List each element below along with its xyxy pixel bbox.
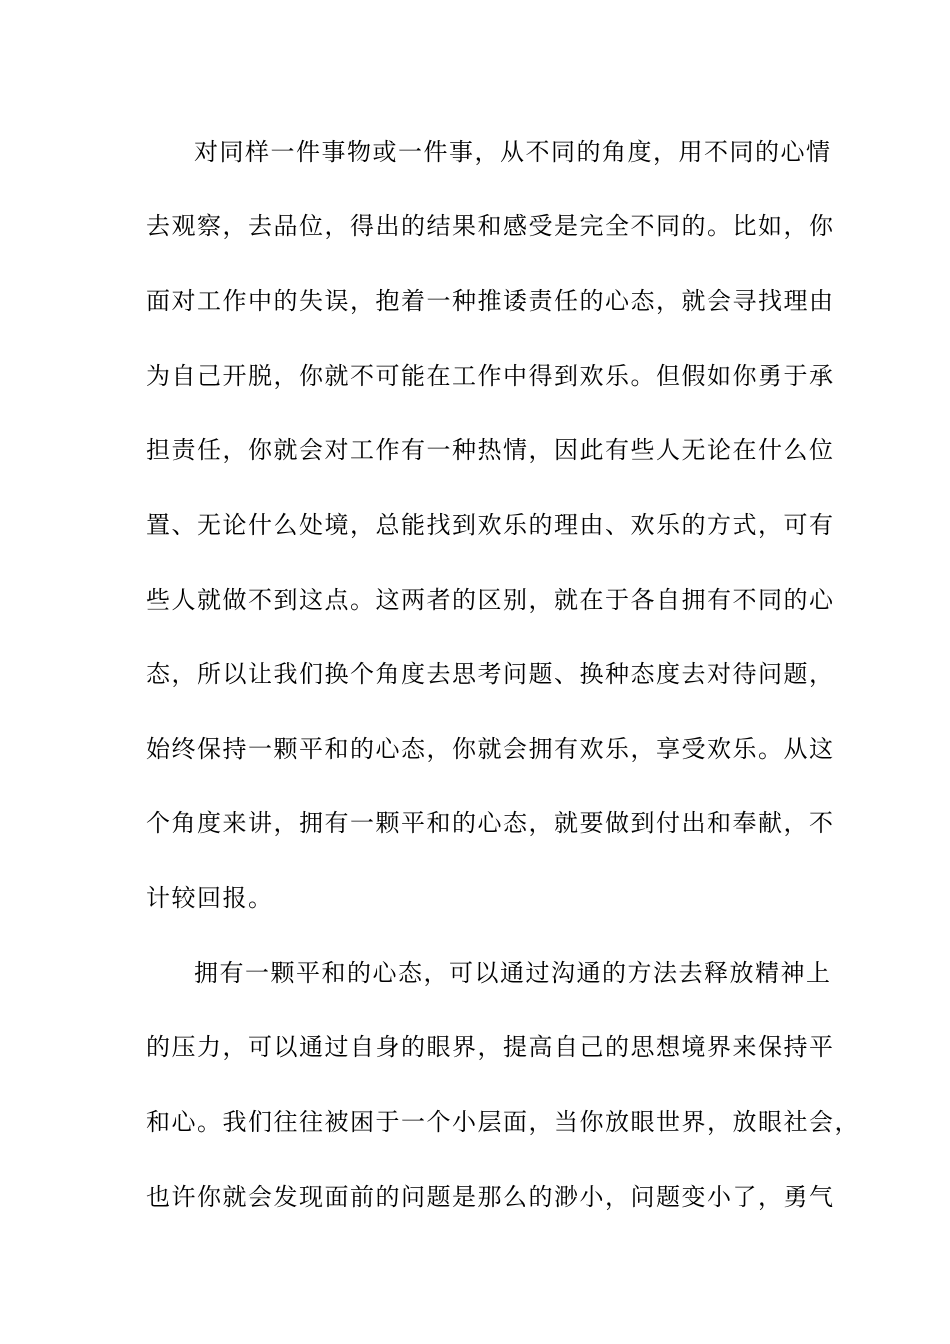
paragraph-1-line-10: 个角度来讲，拥有一颗平和的心态，就要做到付出和奉献，不 <box>146 809 835 837</box>
paragraph-1-line-1: 对同样一件事物或一件事，从不同的角度，用不同的心情 <box>194 138 832 166</box>
paragraph-1-line-4: 为自己开脱，你就不可能在工作中得到欢乐。但假如你勇于承 <box>146 362 835 390</box>
paragraph-1-line-3: 面对工作中的失误，抱着一种推诿责任的心态，就会寻找理由 <box>146 287 835 315</box>
paragraph-2-line-1: 拥有一颗平和的心态，可以通过沟通的方法去释放精神上 <box>194 959 832 987</box>
paragraph-1-line-7: 些人就做不到这点。这两者的区别，就在于各自拥有不同的心 <box>146 586 835 614</box>
paragraph-1-line-6: 置、无论什么处境，总能找到欢乐的理由、欢乐的方式，可有 <box>146 511 835 539</box>
paragraph-2-line-3: 和心。我们往往被困于一个小层面，当你放眼世界，放眼社会， <box>146 1108 860 1136</box>
paragraph-1-line-2: 去观察，去品位，得出的结果和感受是完全不同的。比如，你 <box>146 212 835 240</box>
paragraph-2-line-2: 的压力，可以通过自身的眼界，提高自己的思想境界来保持平 <box>146 1033 835 1061</box>
paragraph-1-line-11: 计较回报。 <box>146 884 274 912</box>
paragraph-1-line-5: 担责任，你就会对工作有一种热情，因此有些人无论在什么位 <box>146 436 835 464</box>
paragraph-1-line-9: 始终保持一颗平和的心态，你就会拥有欢乐，享受欢乐。从这 <box>146 735 835 763</box>
paragraph-1-line-8: 态，所以让我们换个角度去思考问题、换种态度去对待问题， <box>146 660 835 688</box>
paragraph-2-line-4: 也许你就会发现面前的问题是那么的渺小，问题变小了，勇气 <box>146 1183 835 1211</box>
